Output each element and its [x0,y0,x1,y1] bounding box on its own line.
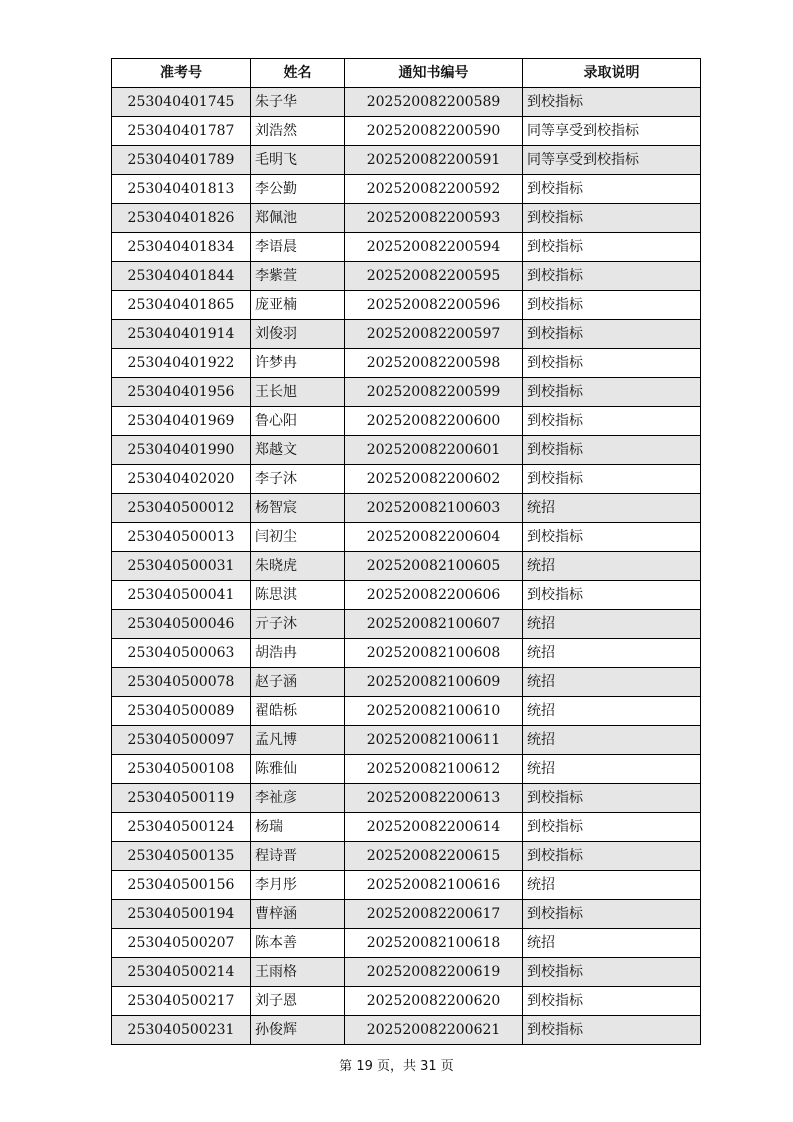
cell-notice-no: 202520082200591 [345,146,523,175]
cell-note: 到校指标 [523,88,701,117]
cell-note: 到校指标 [523,233,701,262]
cell-exam-no: 253040500207 [112,929,251,958]
cell-exam-no: 253040500031 [112,552,251,581]
cell-name: 李语晨 [251,233,345,262]
table-row [112,233,701,262]
cell-name: 刘浩然 [251,117,345,146]
cell-notice-no: 202520082200592 [345,175,523,204]
cell-exam-no: 253040500089 [112,697,251,726]
table-row [112,581,701,610]
table-row [112,175,701,204]
table-row [112,987,701,1016]
table-row [112,494,701,523]
cell-name: 郑佩池 [251,204,345,233]
cell-notice-no: 202520082100611 [345,726,523,755]
cell-note: 到校指标 [523,465,701,494]
cell-exam-no: 253040500119 [112,784,251,813]
cell-note: 统招 [523,755,701,784]
cell-exam-no: 253040401745 [112,88,251,117]
table-row [112,146,701,175]
admission-table [111,58,701,1045]
cell-notice-no: 202520082200615 [345,842,523,871]
cell-name: 郑越文 [251,436,345,465]
cell-name: 刘子恩 [251,987,345,1016]
cell-note: 到校指标 [523,436,701,465]
cell-name: 陈雅仙 [251,755,345,784]
table-row [112,407,701,436]
cell-exam-no: 253040500231 [112,1016,251,1045]
cell-notice-no: 202520082200604 [345,523,523,552]
cell-note: 到校指标 [523,378,701,407]
cell-notice-no: 202520082100607 [345,610,523,639]
cell-note: 到校指标 [523,204,701,233]
cell-notice-no: 202520082200617 [345,900,523,929]
table-row [112,784,701,813]
footer-prefix: 第 [339,1059,357,1074]
table-row [112,697,701,726]
cell-name: 李公勤 [251,175,345,204]
cell-note: 到校指标 [523,1016,701,1045]
cell-name: 孟凡博 [251,726,345,755]
cell-notice-no: 202520082200589 [345,88,523,117]
table-row [112,610,701,639]
cell-name: 王雨格 [251,958,345,987]
cell-exam-no: 253040500078 [112,668,251,697]
cell-note: 统招 [523,726,701,755]
header-note: 录取说明 [523,59,701,88]
table-row [112,523,701,552]
cell-note: 到校指标 [523,784,701,813]
cell-name: 朱子华 [251,88,345,117]
cell-note: 到校指标 [523,813,701,842]
header-row [112,59,701,88]
cell-name: 程诗晋 [251,842,345,871]
page-footer [0,1055,793,1074]
cell-notice-no: 202520082200598 [345,349,523,378]
table-row [112,117,701,146]
cell-note: 到校指标 [523,407,701,436]
cell-name: 胡浩冉 [251,639,345,668]
cell-note: 统招 [523,668,701,697]
cell-name: 赵子涵 [251,668,345,697]
cell-notice-no: 202520082200590 [345,117,523,146]
cell-name: 李月彤 [251,871,345,900]
table-row [112,813,701,842]
cell-exam-no: 253040401914 [112,320,251,349]
table-row [112,378,701,407]
cell-notice-no: 202520082200597 [345,320,523,349]
cell-notice-no: 202520082100618 [345,929,523,958]
table-row [112,465,701,494]
table-row [112,668,701,697]
cell-name: 鲁心阳 [251,407,345,436]
table-row [112,726,701,755]
cell-name: 王长旭 [251,378,345,407]
table-header [112,59,701,88]
cell-name: 杨瑞 [251,813,345,842]
cell-note: 统招 [523,552,701,581]
table-row [112,958,701,987]
footer-middle: 页，共 [372,1059,421,1074]
cell-notice-no: 202520082200620 [345,987,523,1016]
cell-note: 统招 [523,610,701,639]
cell-notice-no: 202520082200593 [345,204,523,233]
cell-name: 陈思淇 [251,581,345,610]
cell-name: 毛明飞 [251,146,345,175]
header-exam-no: 准考号 [112,59,251,88]
cell-exam-no: 253040500097 [112,726,251,755]
cell-notice-no: 202520082200619 [345,958,523,987]
cell-note: 到校指标 [523,958,701,987]
table-row [112,639,701,668]
footer-total-pages: 31 [420,1059,437,1074]
cell-name: 闫初尘 [251,523,345,552]
cell-exam-no: 253040401787 [112,117,251,146]
table-body [112,88,701,1045]
cell-note: 到校指标 [523,523,701,552]
cell-exam-no: 253040401865 [112,291,251,320]
cell-note: 统招 [523,494,701,523]
cell-notice-no: 202520082200599 [345,378,523,407]
cell-exam-no: 253040500041 [112,581,251,610]
cell-exam-no: 253040500012 [112,494,251,523]
cell-exam-no: 253040401990 [112,436,251,465]
cell-notice-no: 202520082100603 [345,494,523,523]
cell-note: 到校指标 [523,262,701,291]
cell-notice-no: 202520082200594 [345,233,523,262]
table-row [112,929,701,958]
cell-notice-no: 202520082100608 [345,639,523,668]
cell-notice-no: 202520082100612 [345,755,523,784]
cell-exam-no: 253040500214 [112,958,251,987]
cell-notice-no: 202520082100610 [345,697,523,726]
cell-name: 李紫萱 [251,262,345,291]
table-row [112,291,701,320]
cell-name: 庞亚楠 [251,291,345,320]
cell-notice-no: 202520082200614 [345,813,523,842]
cell-exam-no: 253040401813 [112,175,251,204]
cell-note: 到校指标 [523,581,701,610]
table-row [112,349,701,378]
cell-notice-no: 202520082200600 [345,407,523,436]
cell-exam-no: 253040500046 [112,610,251,639]
cell-exam-no: 253040500135 [112,842,251,871]
cell-notice-no: 202520082200613 [345,784,523,813]
table-row [112,871,701,900]
cell-name: 李子沐 [251,465,345,494]
table-row [112,1016,701,1045]
cell-note: 到校指标 [523,987,701,1016]
table-row [112,552,701,581]
cell-note: 同等享受到校指标 [523,146,701,175]
table-row [112,842,701,871]
header-name: 姓名 [251,59,345,88]
cell-exam-no: 253040500217 [112,987,251,1016]
cell-notice-no: 202520082100609 [345,668,523,697]
cell-exam-no: 253040401969 [112,407,251,436]
cell-notice-no: 202520082200602 [345,465,523,494]
cell-notice-no: 202520082100605 [345,552,523,581]
cell-exam-no: 253040401834 [112,233,251,262]
cell-name: 李祉彦 [251,784,345,813]
cell-note: 到校指标 [523,320,701,349]
cell-exam-no: 253040500124 [112,813,251,842]
cell-note: 到校指标 [523,900,701,929]
cell-notice-no: 202520082200606 [345,581,523,610]
cell-note: 统招 [523,639,701,668]
cell-notice-no: 202520082100616 [345,871,523,900]
cell-exam-no: 253040500194 [112,900,251,929]
cell-note: 统招 [523,697,701,726]
cell-exam-no: 253040500156 [112,871,251,900]
table-row [112,262,701,291]
cell-notice-no: 202520082200596 [345,291,523,320]
cell-name: 刘俊羽 [251,320,345,349]
cell-name: 曹梓涵 [251,900,345,929]
cell-exam-no: 253040401826 [112,204,251,233]
cell-exam-no: 253040401789 [112,146,251,175]
table-row [112,320,701,349]
cell-name: 朱晓虎 [251,552,345,581]
cell-note: 到校指标 [523,291,701,320]
cell-note: 统招 [523,929,701,958]
table-row [112,755,701,784]
cell-exam-no: 253040500013 [112,523,251,552]
cell-name: 陈本善 [251,929,345,958]
table-row [112,900,701,929]
cell-note: 统招 [523,871,701,900]
cell-notice-no: 202520082200601 [345,436,523,465]
table-row [112,88,701,117]
cell-note: 同等享受到校指标 [523,117,701,146]
cell-exam-no: 253040500108 [112,755,251,784]
cell-notice-no: 202520082200595 [345,262,523,291]
cell-exam-no: 253040401922 [112,349,251,378]
header-notice-no: 通知书编号 [345,59,523,88]
cell-name: 杨智宸 [251,494,345,523]
table-row [112,204,701,233]
cell-notice-no: 202520082200621 [345,1016,523,1045]
cell-name: 翟皓栎 [251,697,345,726]
footer-suffix: 页 [436,1059,454,1074]
cell-note: 到校指标 [523,842,701,871]
cell-name: 亓子沐 [251,610,345,639]
cell-exam-no: 253040401956 [112,378,251,407]
cell-note: 到校指标 [523,349,701,378]
cell-note: 到校指标 [523,175,701,204]
cell-exam-no: 253040401844 [112,262,251,291]
table-row [112,436,701,465]
cell-exam-no: 253040500063 [112,639,251,668]
cell-exam-no: 253040402020 [112,465,251,494]
footer-current-page: 19 [356,1059,373,1074]
cell-name: 孙俊辉 [251,1016,345,1045]
cell-name: 许梦冉 [251,349,345,378]
